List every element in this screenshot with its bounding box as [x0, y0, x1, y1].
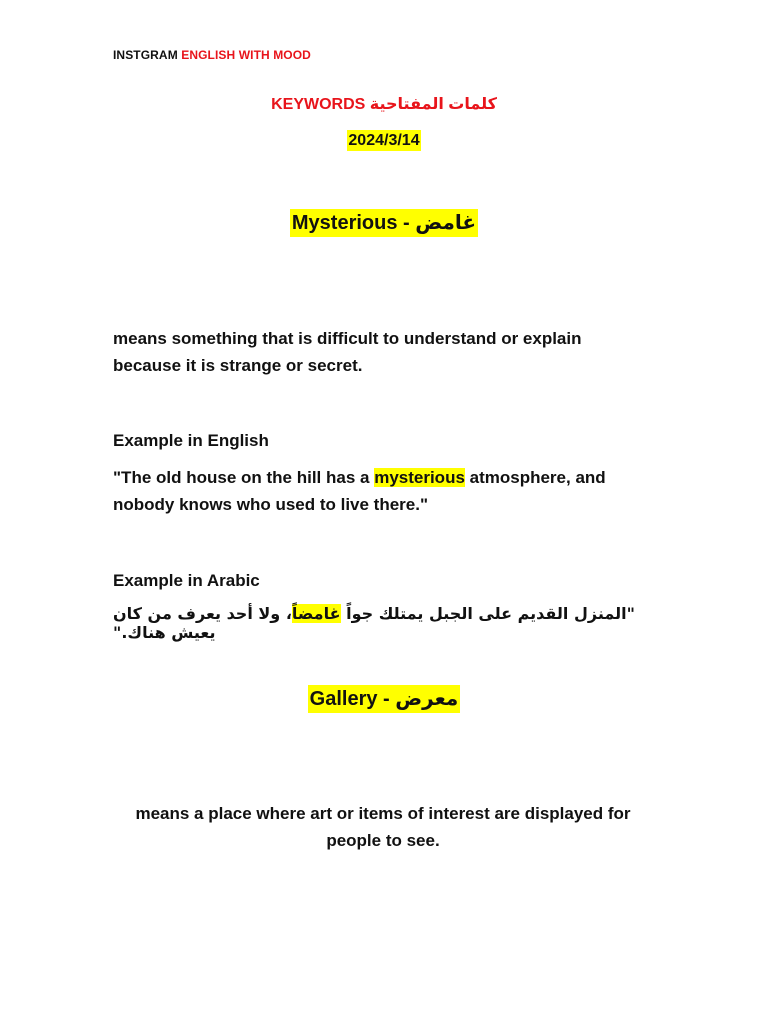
example-en-highlight: mysterious — [374, 468, 465, 487]
example-ar-before: "المنزل القديم على الجبل يمتلك جواً — [340, 604, 635, 623]
date-text: 2024/3/14 — [348, 132, 420, 149]
example-en-before: "The old house on the hill has a — [113, 468, 375, 487]
entry-1-heading — [0, 210, 768, 235]
header-prefix: INSTGRAM — [113, 48, 178, 62]
example-ar-highlight: غامضاً — [291, 604, 341, 623]
keywords-title: KEYWORDS كلمات المفتاحية — [271, 96, 497, 113]
entry-1-word: Mysterious - غامض — [290, 209, 478, 237]
date-line — [0, 132, 768, 150]
entry-1-definition: means something that is difficult to understand or explain because it is strange or secret. — [113, 329, 582, 375]
entry-2-definition: means a place where art or items of interest are displayed for people to see. — [135, 804, 631, 850]
entry-2-heading — [0, 686, 768, 711]
example-en-after: atmosphere, and nobody knows who used to live there." — [113, 468, 606, 514]
entry-1-example-en — [113, 464, 653, 518]
header-brand: ENGLISH WITH MOOD — [181, 48, 311, 62]
entry-1-example-en-label: Example in English — [113, 431, 269, 450]
entry-1-example-ar — [113, 604, 650, 642]
page-header — [113, 48, 311, 62]
entry-1-example-ar-label: Example in Arabic — [113, 571, 260, 590]
entry-2-word: Gallery - معرض — [308, 685, 461, 713]
example-ar-after: ، ولا أحد يعرف من كان يعيش هناك." — [113, 604, 292, 642]
